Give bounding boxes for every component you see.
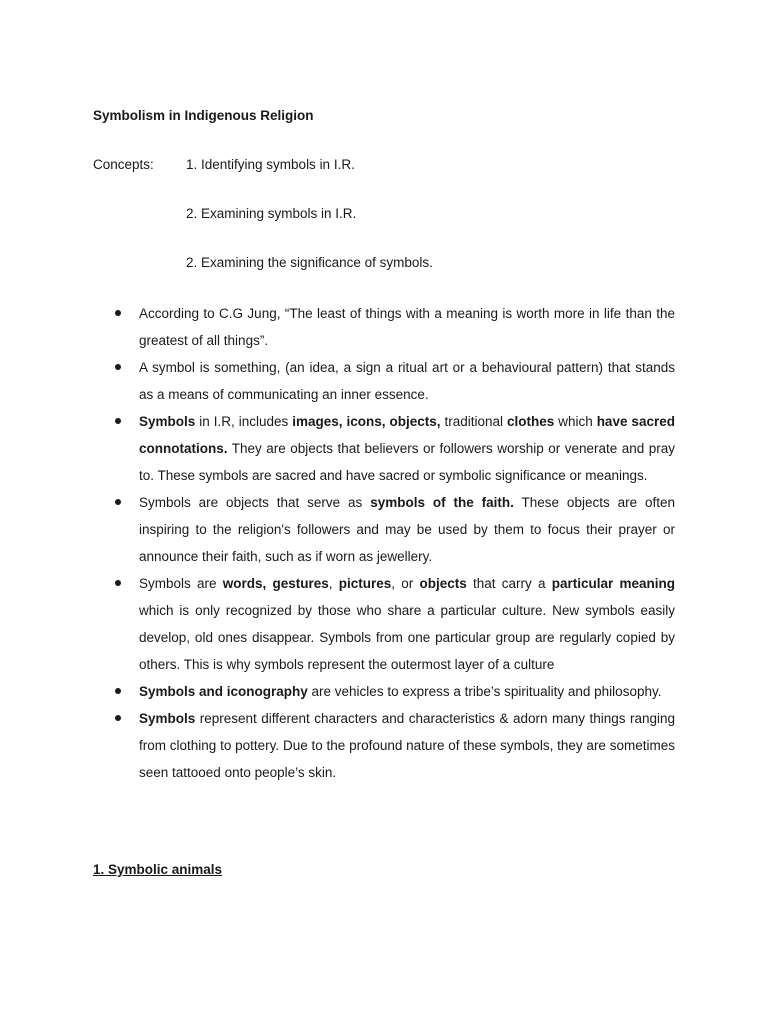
- concept-item-2: 2. Examining symbols in I.R.: [186, 206, 357, 221]
- bullet-text: A symbol is something, (an idea, a sign a ritual art or a behavioural pattern) that stands as a means of communicating an inner essence.: [139, 360, 675, 402]
- bullet-bold-text: Symbols: [139, 414, 196, 429]
- bullet-bold-text: particular meaning: [551, 576, 675, 591]
- bullet-bold-text: images, icons, objects,: [292, 414, 441, 429]
- bullet-text: Symbols are objects that serve as: [139, 495, 371, 510]
- bullet-dot-icon: [115, 499, 121, 505]
- bullet-item: [113, 489, 675, 570]
- bullet-bold-text: have sacred connotations.: [139, 414, 675, 456]
- bullet-list: [113, 300, 675, 786]
- bullet-text: , or: [391, 576, 420, 591]
- bullet-text: They are objects that believers or followers worship or venerate and pray to. These symbols are sacred and have sacred or symbolic significance or meanings.: [139, 441, 675, 483]
- bullet-bold-text: pictures: [338, 576, 392, 591]
- bullet-dot-icon: [115, 715, 121, 721]
- bullet-item: [113, 408, 675, 489]
- bullet-bold-text: Symbols and iconography: [139, 684, 308, 699]
- bullet-text: Symbols are: [139, 576, 223, 591]
- bullet-text: that carry a: [466, 576, 552, 591]
- bullet-item: [113, 678, 675, 705]
- concept-item-1: 1. Identifying symbols in I.R.: [186, 157, 355, 172]
- bullet-dot-icon: [115, 418, 121, 424]
- bullet-bold-text: objects: [419, 576, 467, 591]
- bullet-text: According to C.G Jung, “The least of things with a meaning is worth more in life than the greatest of all things”.: [139, 306, 675, 348]
- bullet-item: [113, 705, 675, 786]
- bullet-bold-text: symbols of the faith.: [370, 495, 514, 510]
- concept-item-3: 2. Examining the significance of symbols.: [186, 255, 433, 270]
- bullet-text: which: [554, 414, 597, 429]
- bullet-dot-icon: [115, 580, 121, 586]
- bullet-bold-text: Symbols: [139, 711, 196, 726]
- bullet-text: traditional: [440, 414, 507, 429]
- bullet-text: represent different characters and characteristics & adorn many things ranging from clothing to pottery. Due to the profound nature of these symbols, they are sometimes seen tattooed onto people’s skin.: [139, 711, 675, 780]
- concepts-label: Concepts:: [93, 157, 154, 172]
- bullet-item: [113, 354, 675, 408]
- bullet-item: [113, 300, 675, 354]
- bullet-text: ,: [328, 576, 339, 591]
- bullet-text: These objects are often inspiring to the religion's followers and may be used by them to focus their prayer or announce their faith, such as if worn as jewellery.: [139, 495, 676, 564]
- bullet-dot-icon: [115, 688, 121, 694]
- bullet-text: which is only recognized by those who share a particular culture. New symbols easily develop, old ones disappear. Symbols from one particular group are regularly copied by others. This is why symbols represent the outermost layer of a culture: [139, 603, 675, 672]
- bullet-item: [113, 570, 675, 678]
- document-title: Symbolism in Indigenous Religion: [93, 108, 314, 123]
- bullet-dot-icon: [115, 310, 121, 316]
- bullet-bold-text: words, gestures: [222, 576, 329, 591]
- bullet-dot-icon: [115, 364, 121, 370]
- bullet-text: are vehicles to express a tribe’s spirituality and philosophy.: [307, 684, 662, 699]
- bullet-bold-text: clothes: [506, 414, 555, 429]
- bullet-text: in I.R, includes: [195, 414, 293, 429]
- section-heading: 1. Symbolic animals: [93, 862, 223, 877]
